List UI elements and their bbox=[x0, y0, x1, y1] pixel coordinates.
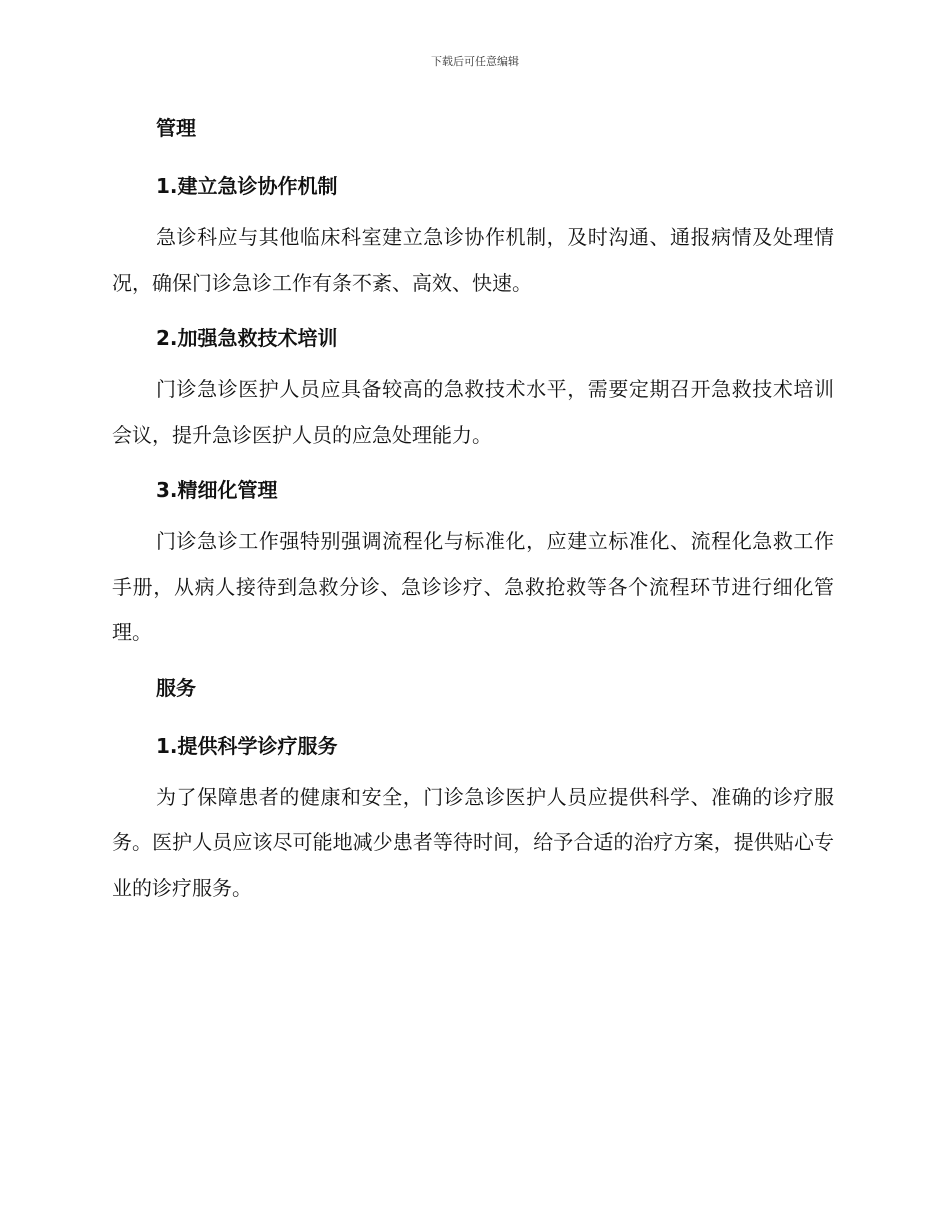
paragraph-emergency-collaboration: 急诊科应与其他临床科室建立急诊协作机制，及时沟通、通报病情及处理情况，确保门诊急诊工作有条不紊、高效、快速。 bbox=[112, 225, 834, 295]
paragraph-scientific-treatment: 为了保障患者的健康和安全，门诊急诊医护人员应提供科学、准确的诊疗服务。医护人员应该尽可能地减少患者等待时间，给予合适的治疗方案，提供贴心专业的诊疗服务。 bbox=[112, 784, 834, 900]
document-body bbox=[112, 111, 834, 911]
heading-refined-management: 3.精细化管理 bbox=[156, 478, 278, 502]
heading-training: 2.加强急救技术培训 bbox=[156, 326, 338, 350]
paragraph-refined-management: 门诊急诊工作强特别强调流程化与标准化，应建立标准化、流程化急救工作手册，从病人接待到急救分诊、急诊诊疗、急救抢救等各个流程环节进行细化管理。 bbox=[112, 529, 834, 644]
paragraph-training: 门诊急诊医护人员应具备较高的急救技术水平，需要定期召开急救技术培训会议，提升急诊医护人员的应急处理能力。 bbox=[112, 377, 834, 447]
section-title-management: 管理 bbox=[156, 116, 196, 140]
page-header: 下载后可任意编辑 bbox=[431, 55, 519, 68]
heading-scientific-treatment: 1.提供科学诊疗服务 bbox=[156, 733, 338, 758]
heading-emergency-collaboration: 1.建立急诊协作机制 bbox=[156, 174, 338, 198]
section-title-service: 服务 bbox=[156, 675, 196, 700]
